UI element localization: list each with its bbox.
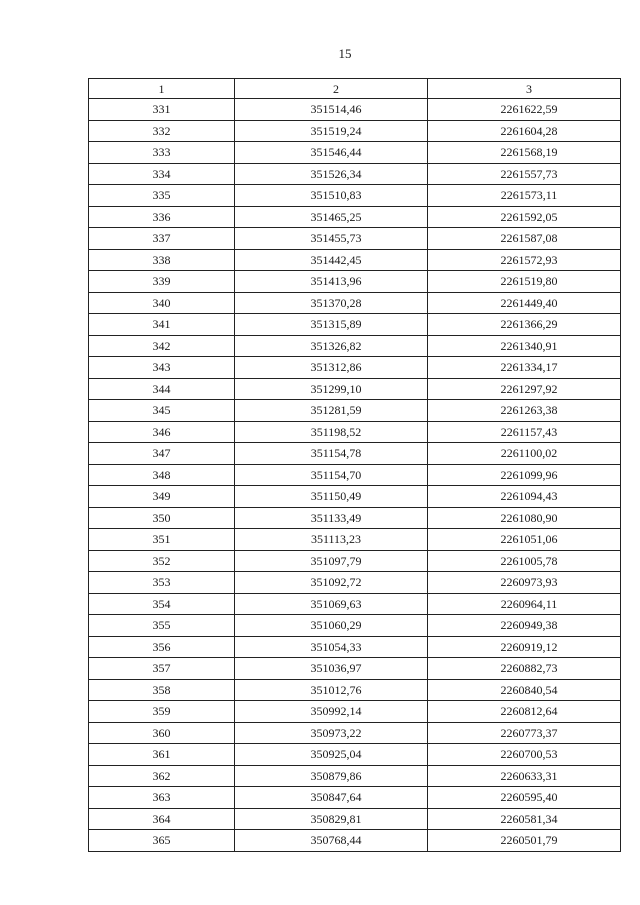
coordinate-y-cell: 2260633,31	[428, 765, 621, 787]
point-number-cell: 342	[89, 335, 235, 357]
coordinate-x-cell: 351370,28	[235, 292, 428, 314]
table-row	[89, 335, 621, 357]
table-row	[89, 163, 621, 185]
point-number-cell: 360	[89, 722, 235, 744]
coordinate-x-cell: 351198,52	[235, 421, 428, 443]
coordinate-y-cell: 2260595,40	[428, 787, 621, 809]
coordinate-y-cell: 2260964,11	[428, 593, 621, 615]
coordinate-y-cell: 2260700,53	[428, 744, 621, 766]
point-number-cell: 336	[89, 206, 235, 228]
point-number-cell: 352	[89, 550, 235, 572]
point-number-cell: 343	[89, 357, 235, 379]
table-row	[89, 185, 621, 207]
coordinate-x-cell: 351281,59	[235, 400, 428, 422]
point-number-cell: 331	[89, 99, 235, 121]
coordinate-y-cell: 2261587,08	[428, 228, 621, 250]
coordinate-x-cell: 351526,34	[235, 163, 428, 185]
point-number-cell: 364	[89, 808, 235, 830]
table-row	[89, 400, 621, 422]
coordinate-y-cell: 2260501,79	[428, 830, 621, 852]
coordinate-y-cell: 2261573,11	[428, 185, 621, 207]
table-row	[89, 830, 621, 852]
point-number-cell: 345	[89, 400, 235, 422]
table-row	[89, 142, 621, 164]
table-header-row	[89, 79, 621, 99]
table-row	[89, 99, 621, 121]
coordinate-y-cell: 2261568,19	[428, 142, 621, 164]
table-row	[89, 765, 621, 787]
coordinate-x-cell: 351012,76	[235, 679, 428, 701]
coordinate-y-cell: 2260812,64	[428, 701, 621, 723]
column-header-3: 3	[428, 79, 621, 99]
coordinate-x-cell: 350829,81	[235, 808, 428, 830]
point-number-cell: 337	[89, 228, 235, 250]
table-row	[89, 120, 621, 142]
coordinate-y-cell: 2260973,93	[428, 572, 621, 594]
coordinate-y-cell: 2261366,29	[428, 314, 621, 336]
coordinate-y-cell: 2261094,43	[428, 486, 621, 508]
point-number-cell: 334	[89, 163, 235, 185]
point-number-cell: 332	[89, 120, 235, 142]
point-number-cell: 344	[89, 378, 235, 400]
coordinate-y-cell: 2261604,28	[428, 120, 621, 142]
point-number-cell: 335	[89, 185, 235, 207]
table-row	[89, 292, 621, 314]
coordinate-x-cell: 350992,14	[235, 701, 428, 723]
coordinate-x-cell: 351154,78	[235, 443, 428, 465]
table-row	[89, 658, 621, 680]
point-number-cell: 359	[89, 701, 235, 723]
coordinate-y-cell: 2261572,93	[428, 249, 621, 271]
table-row	[89, 550, 621, 572]
coordinate-x-cell: 351097,79	[235, 550, 428, 572]
coordinate-y-cell: 2261080,90	[428, 507, 621, 529]
table-row	[89, 787, 621, 809]
coordinate-y-cell: 2260581,34	[428, 808, 621, 830]
table-row	[89, 701, 621, 723]
point-number-cell: 349	[89, 486, 235, 508]
point-number-cell: 357	[89, 658, 235, 680]
point-number-cell: 356	[89, 636, 235, 658]
coordinate-x-cell: 351060,29	[235, 615, 428, 637]
coordinate-x-cell: 350847,64	[235, 787, 428, 809]
coordinate-x-cell: 351092,72	[235, 572, 428, 594]
coordinates-table-body	[89, 79, 621, 852]
coordinate-y-cell: 2260773,37	[428, 722, 621, 744]
point-number-cell: 350	[89, 507, 235, 529]
coordinate-y-cell: 2261622,59	[428, 99, 621, 121]
coordinate-x-cell: 351315,89	[235, 314, 428, 336]
point-number-cell: 347	[89, 443, 235, 465]
table-row	[89, 615, 621, 637]
point-number-cell: 363	[89, 787, 235, 809]
table-row	[89, 572, 621, 594]
coordinate-y-cell: 2261005,78	[428, 550, 621, 572]
coordinate-x-cell: 350768,44	[235, 830, 428, 852]
coordinate-y-cell: 2261100,02	[428, 443, 621, 465]
table-row	[89, 744, 621, 766]
coordinate-y-cell: 2261449,40	[428, 292, 621, 314]
coordinate-x-cell: 351519,24	[235, 120, 428, 142]
table-row	[89, 464, 621, 486]
table-row	[89, 249, 621, 271]
coordinate-x-cell: 351510,83	[235, 185, 428, 207]
coordinate-y-cell: 2261051,06	[428, 529, 621, 551]
coordinates-table	[88, 78, 621, 852]
point-number-cell: 351	[89, 529, 235, 551]
point-number-cell: 346	[89, 421, 235, 443]
coordinate-x-cell: 351299,10	[235, 378, 428, 400]
point-number-cell: 361	[89, 744, 235, 766]
point-number-cell: 354	[89, 593, 235, 615]
table-row	[89, 507, 621, 529]
point-number-cell: 348	[89, 464, 235, 486]
coordinate-y-cell: 2260949,38	[428, 615, 621, 637]
point-number-cell: 362	[89, 765, 235, 787]
coordinate-x-cell: 351442,45	[235, 249, 428, 271]
coordinate-x-cell: 351413,96	[235, 271, 428, 293]
coordinate-y-cell: 2261099,96	[428, 464, 621, 486]
point-number-cell: 358	[89, 679, 235, 701]
point-number-cell: 339	[89, 271, 235, 293]
column-header-1: 1	[89, 79, 235, 99]
table-row	[89, 679, 621, 701]
coordinate-y-cell: 2260919,12	[428, 636, 621, 658]
coordinate-y-cell: 2261334,17	[428, 357, 621, 379]
coordinate-y-cell: 2261519,80	[428, 271, 621, 293]
table-row	[89, 593, 621, 615]
table-row	[89, 421, 621, 443]
coordinate-y-cell: 2260840,54	[428, 679, 621, 701]
table-row	[89, 443, 621, 465]
table-row	[89, 808, 621, 830]
coordinate-x-cell: 351054,33	[235, 636, 428, 658]
table-row	[89, 636, 621, 658]
coordinate-x-cell: 351546,44	[235, 142, 428, 164]
coordinate-y-cell: 2261263,38	[428, 400, 621, 422]
table-row	[89, 722, 621, 744]
coordinate-y-cell: 2261557,73	[428, 163, 621, 185]
page-number: 15	[338, 46, 352, 61]
coordinate-x-cell: 351455,73	[235, 228, 428, 250]
point-number-cell: 365	[89, 830, 235, 852]
coordinate-y-cell: 2261592,05	[428, 206, 621, 228]
coordinate-x-cell: 351465,25	[235, 206, 428, 228]
coordinate-x-cell: 351326,82	[235, 335, 428, 357]
table-row	[89, 206, 621, 228]
table-row	[89, 378, 621, 400]
coordinate-x-cell: 350879,86	[235, 765, 428, 787]
point-number-cell: 338	[89, 249, 235, 271]
point-number-cell: 355	[89, 615, 235, 637]
coordinate-x-cell: 351069,63	[235, 593, 428, 615]
coordinate-x-cell: 351133,49	[235, 507, 428, 529]
table-row	[89, 228, 621, 250]
table-row	[89, 486, 621, 508]
coordinate-x-cell: 351150,49	[235, 486, 428, 508]
coordinate-y-cell: 2260882,73	[428, 658, 621, 680]
coordinate-x-cell: 350925,04	[235, 744, 428, 766]
coordinate-y-cell: 2261157,43	[428, 421, 621, 443]
point-number-cell: 333	[89, 142, 235, 164]
table-row	[89, 314, 621, 336]
point-number-cell: 341	[89, 314, 235, 336]
table-row	[89, 529, 621, 551]
table-row	[89, 357, 621, 379]
coordinate-x-cell: 350973,22	[235, 722, 428, 744]
coordinate-x-cell: 351113,23	[235, 529, 428, 551]
coordinate-x-cell: 351036,97	[235, 658, 428, 680]
coordinate-y-cell: 2261297,92	[428, 378, 621, 400]
coordinate-x-cell: 351514,46	[235, 99, 428, 121]
point-number-cell: 340	[89, 292, 235, 314]
coordinate-y-cell: 2261340,91	[428, 335, 621, 357]
table-row	[89, 271, 621, 293]
coordinate-x-cell: 351154,70	[235, 464, 428, 486]
point-number-cell: 353	[89, 572, 235, 594]
column-header-2: 2	[235, 79, 428, 99]
coordinate-x-cell: 351312,86	[235, 357, 428, 379]
